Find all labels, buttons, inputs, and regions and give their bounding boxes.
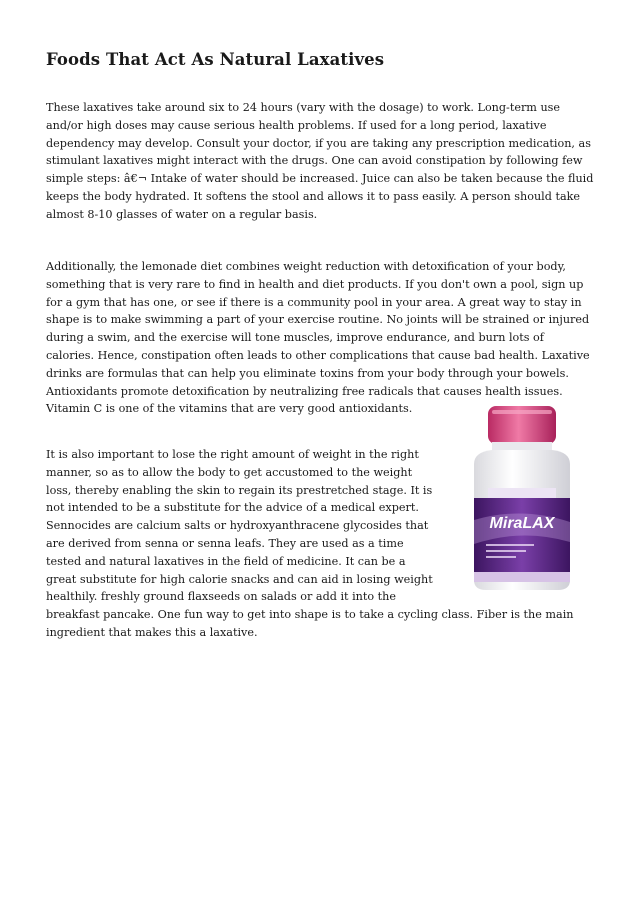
paragraph-3-block bbox=[46, 446, 594, 642]
miralax-bottle-image bbox=[452, 402, 594, 594]
paragraph-3: It is also important to lose the right amount of weight in the right manner, so as to allow the body to get accustomed to the weight loss, thereby enabling the skin to regain its prestretched stage. It is not intended to be a substitute for the advice of a medical expert. Sennocides are calcium salts or hydroxyanthracene glycosides that are derived from senna or senna leafs. They are used as a time tested and natural laxatives in the field of medicine. It can be a great substitute for high calorie snacks and can aid in losing weight healthily. freshly ground flaxseeds on salads or add it into the breakfast pancake. One fun way to get into shape is to take a cycling class. Fiber is the main ingredient that makes this a laxative. bbox=[46, 448, 574, 639]
paragraph-2: Additionally, the lemonade diet combines weight reduction with detoxification of your body, something that is very rare to find in health and diet products. If you don't own a pool, sign up for a gym that has one, or see if there is a community pool in your area. A great way to stay in shape is to make swimming a part of your exercise routine. No joints will be strained or injured during a swim, and the exercise will tone muscles, improve endurance, and burn lots of calories. Hence, constipation often leads to other complications that cause bad health. Laxative drinks are formulas that can help you eliminate toxins from your body through your bowels. Antioxidants promote detoxification by neutralizing free radicals that causes health issues. Vitamin C is one of the vitamins that are very good antioxidants. bbox=[46, 260, 590, 416]
bottle-brand-text: MiraLAX bbox=[489, 515, 555, 532]
paragraph-1: These laxatives take around six to 24 hours (vary with the dosage) to work. Long-term use and/or high doses may cause serious health problems. If used for a long period, laxative dependency may develop. Consult your doctor, if you are taking any prescription medication, as stimulant laxatives might interact with the drugs. One can avoid constipation by following few simple steps: â€¬ Intake of water should be increased. Juice can also be taken because the fluid keeps the body hydrated. It softens the stool and allows it to pass easily. A person should take almost 8-10 glasses of water on a regular basis. bbox=[46, 101, 594, 221]
document-title: Foods That Act As Natural Laxatives bbox=[46, 50, 385, 69]
miralax-bottle-illustration bbox=[452, 402, 594, 594]
